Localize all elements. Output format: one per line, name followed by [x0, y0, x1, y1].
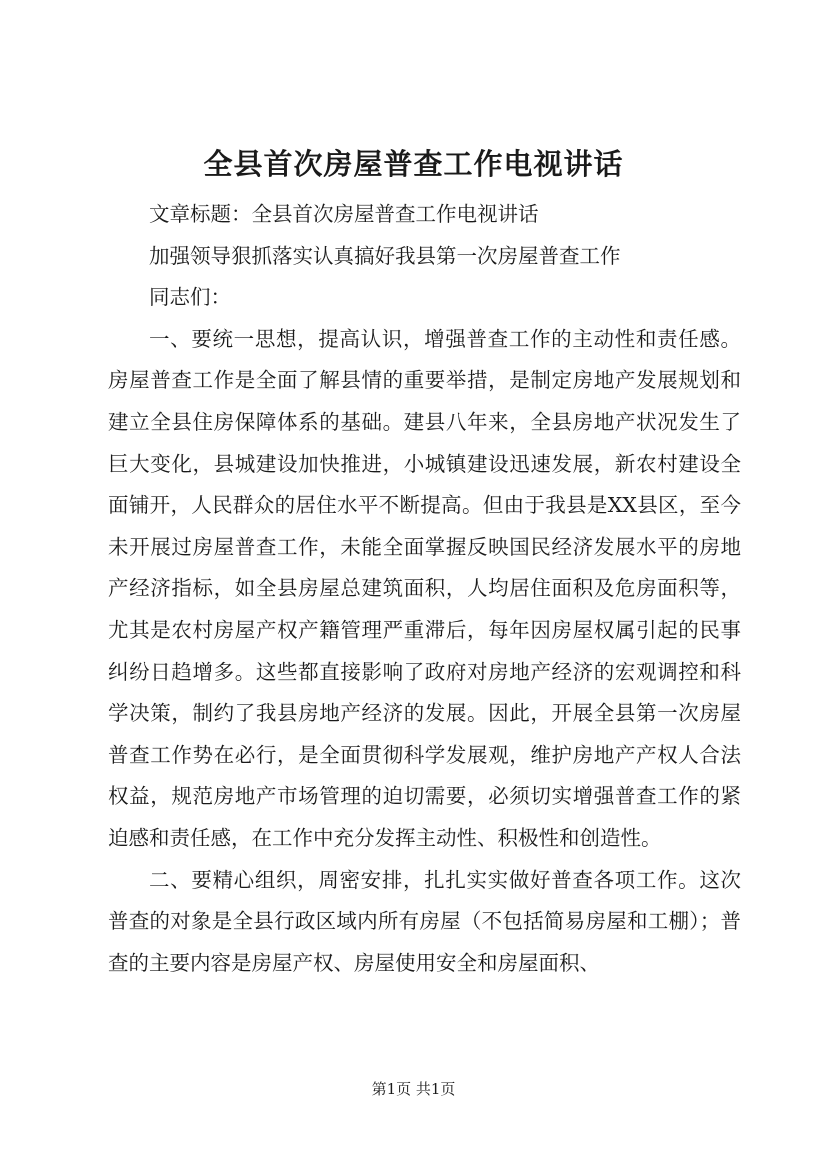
document-body [108, 194, 741, 984]
paragraph-section-one: 一、要统一思想，提高认识，增强普查工作的主动性和责任感。房屋普查工作是全面了解县情的重要举措，是制定房地产发展规划和建立全县住房保障体系的基础。建县八年来，全县房地产状况发生了巨大变化，县城建设加快推进，小城镇建设迅速发展，新农村建设全面铺开，人民群众的居住水平不断提高。但由于我县是XX县区，至今未开展过房屋普查工作，未能全面掌握反映国民经济发展水平的房地产经济指标，如全县房屋总建筑面积，人均居住面积及危房面积等，尤其是农村房屋产权产籍管理严重滞后，每年因房屋权属引起的民事纠纷日趋增多。这些都直接影响了政府对房地产经济的宏观调控和科学决策，制约了我县房地产经济的发展。因此，开展全县第一次房屋普查工作势在必行，是全面贯彻科学发展观，维护房地产产权人合法权益，规范房地产市场管理的迫切需要，必须切实增强普查工作的紧迫感和责任感，在工作中充分发挥主动性、积极性和创造性。 [108, 326, 741, 850]
page-number-footer: 第1页 共1页 [371, 1080, 456, 1098]
subtitle-line: 加强领导狠抓落实认真搞好我县第一次房屋普查工作 [149, 243, 621, 268]
article-title-line: 文章标题：全县首次房屋普查工作电视讲话 [149, 202, 539, 226]
document-title: 全县首次房屋普查工作电视讲话 [203, 147, 624, 181]
salutation: 同志们： [149, 285, 231, 310]
paragraph-section-two: 二、要精心组织，周密安排，扎扎实实做好普查各项工作。这次普查的对象是全县行政区域内所有房屋（不包括简易房屋和工棚）；普查的主要内容是房屋产权、房屋使用安全和房屋面积、 [108, 867, 741, 975]
